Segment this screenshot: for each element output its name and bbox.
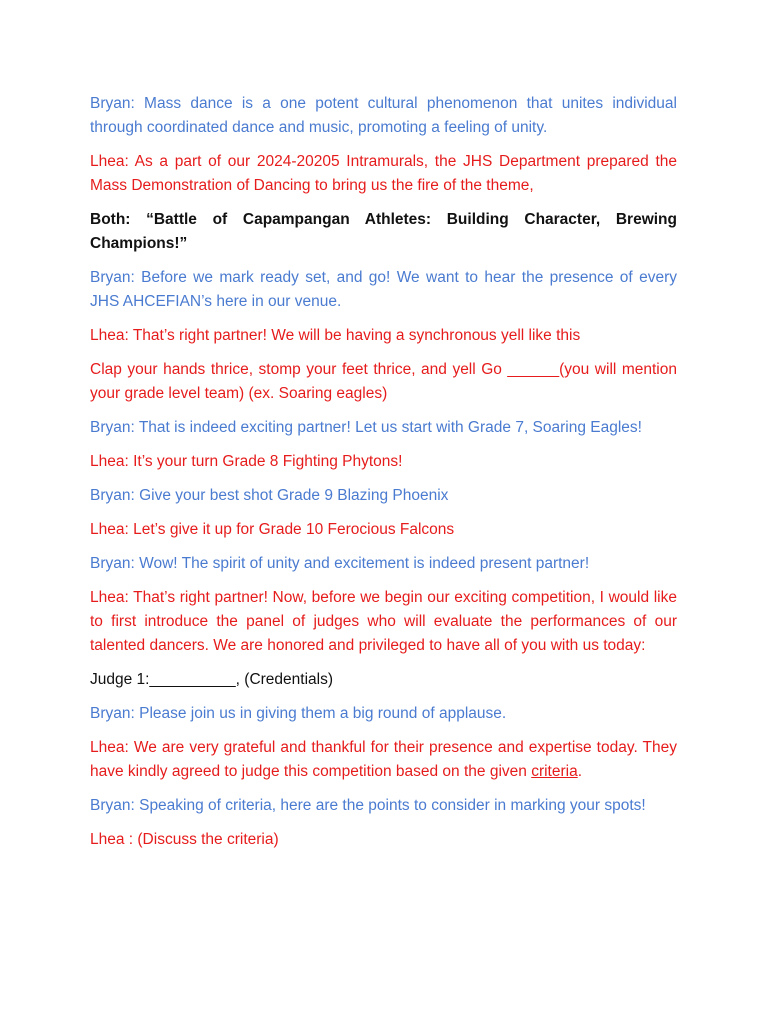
paragraph-bryan-5: Bryan: Wow! The spirit of unity and excitement is indeed present partner! <box>90 555 590 572</box>
paragraph-bryan-3: Bryan: That is indeed exciting partner! Let us start with Grade 7, Soaring Eagles! <box>90 419 642 436</box>
paragraph-lhea-6-text: Lhea: We are very grateful and thankful for their presence and expertise today. They have kindly agreed to judge this competition based on the given <box>90 739 677 780</box>
paragraph-both-theme: Both: “Battle of Capampangan Athletes: Building Character, Brewing Champions!” <box>90 211 677 252</box>
paragraph-bryan-2: Bryan: Before we mark ready set, and go! We want to hear the presence of every JHS AHCEFIAN’s here in our venue. <box>90 269 677 310</box>
paragraph-lhea-6-end: . <box>577 763 583 780</box>
paragraph-lhea-6 <box>90 736 677 784</box>
paragraph-lhea-1: Lhea: As a part of our 2024-20205 Intramurals, the JHS Department prepared the Mass Demonstration of Dancing to bring us the fire of the theme, <box>90 153 677 194</box>
criteria-link[interactable]: criteria <box>531 763 578 780</box>
paragraph-lhea-4: Lhea: Let’s give it up for Grade 10 Ferocious Falcons <box>90 521 455 538</box>
paragraph-yell-instructions: Clap your hands thrice, stomp your feet thrice, and yell Go ______(you will mention your grade level team) (ex. Soaring eagles) <box>90 361 677 402</box>
document-page <box>90 92 677 862</box>
paragraph-lhea-5: Lhea: That’s right partner! Now, before we begin our exciting competition, I would like to first introduce the panel of judges who will evaluate the performances of our talented dancers. We are honored and privileged to have all of you with us today: <box>90 589 677 654</box>
paragraph-bryan-4: Bryan: Give your best shot Grade 9 Blazing Phoenix <box>90 487 449 504</box>
paragraph-bryan-7: Bryan: Speaking of criteria, here are the points to consider in marking your spots! <box>90 797 646 814</box>
paragraph-judge-1: Judge 1:__________, (Credentials) <box>90 671 334 688</box>
paragraph-bryan-6: Bryan: Please join us in giving them a big round of applause. <box>90 705 507 722</box>
paragraph-lhea-7: Lhea : (Discuss the criteria) <box>90 831 279 848</box>
paragraph-lhea-3: Lhea: It’s your turn Grade 8 Fighting Phytons! <box>90 453 403 470</box>
paragraph-lhea-2: Lhea: That’s right partner! We will be having a synchronous yell like this <box>90 327 581 344</box>
paragraph-bryan-1: Bryan: Mass dance is a one potent cultural phenomenon that unites individual through coordinated dance and music, promoting a feeling of unity. <box>90 95 677 136</box>
